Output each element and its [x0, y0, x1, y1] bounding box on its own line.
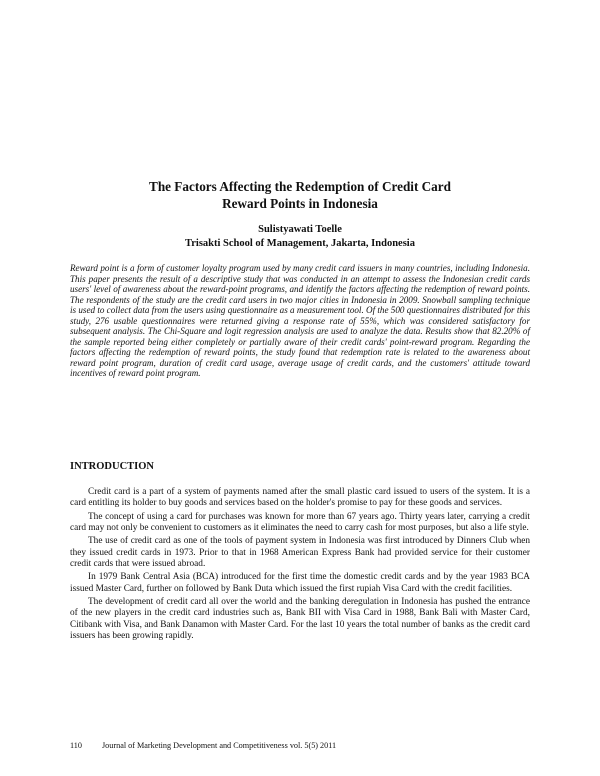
- section-heading: INTRODUCTION: [70, 461, 155, 472]
- author-name: Sulistyawati Toelle: [258, 224, 342, 235]
- paper-title: [60, 178, 540, 212]
- body-paragraph: The concept of using a card for purchases was known for more than 67 years ago. Thirty years later, carrying a credit card may not only be convenient to customers as it eliminates the need to carry cash for most purposes, but also a life style.: [70, 511, 530, 534]
- abstract: Reward point is a form of customer loyalty program used by many credit card issuers in many countries, including Indonesia. This paper presents the result of a descriptive study that was conducted in an attempt to assess the Indonesian credit cards users' level of awareness about the reward-point programs, and identify the factors affecting the redemption of reward points. The respondents of the study are the credit card users in two major cities in Indonesia in 2009. Snowball sampling technique is used to collect data from the users using questionnaire as a measurement tool. Of the 500 questionnaires distributed for this study, 276 usable questionnaires were returned giving a response rate of 55%, which was considered satisfactory for subsequent analysis. The Chi-Square and logit regression analysis are used to analyze the data. Results show that 82.20% of the sample reported being either completely or partially aware of their credit cards' point-reward program. Regarding the factors affecting the redemption of reward points, the study found that redemption rate is related to the awareness about reward point program, duration of credit card usage, average usage of credit cards, and the customers' attitude toward incentives of reward point program.: [70, 263, 530, 379]
- page-number: 110: [70, 741, 82, 750]
- author-affiliation: Trisakti School of Management, Jakarta, Indonesia: [185, 238, 415, 249]
- section-body: [70, 487, 530, 644]
- body-paragraph: In 1979 Bank Central Asia (BCA) introduced for the first time the domestic credit cards and by the year 1983 BCA issued Master Card, further on followed by Bank Duta which issued the first rupiah Visa Card with the credit facilities.: [70, 572, 530, 594]
- author-block: [60, 223, 540, 251]
- body-paragraph: Credit card is a part of a system of payments named after the small plastic card issued to users of the system. It is a card entitling its holder to buy goods and services based on the holder's promise to pay for these goods and services.: [70, 487, 530, 509]
- journal-citation: Journal of Marketing Development and Competitiveness vol. 5(5) 2011: [102, 741, 337, 750]
- page-footer: [70, 740, 530, 751]
- body-paragraph: The use of credit card as one of the tools of payment system in Indonesia was first introduced by Dinners Club when they issued credit cards in 1973. Prior to that in 1968 American Express Bank had provided service for their customer credit cards that were issued abroad.: [70, 536, 530, 570]
- paper-title-line-1: The Factors Affecting the Redemption of Credit Card: [149, 179, 451, 194]
- paper-title-line-2: Reward Points in Indonesia: [222, 196, 378, 211]
- body-paragraph: The development of credit card all over the world and the banking deregulation in Indonesia has pushed the entrance of the new players in the credit card industries such as, Bank BII with Visa Card in 1988, Bank Bali with Master Card, Citibank with Visa, and Bank Danamon with Master Card. For the last 10 years the total number of banks as the credit card issuers has been growing rapidly.: [70, 597, 530, 642]
